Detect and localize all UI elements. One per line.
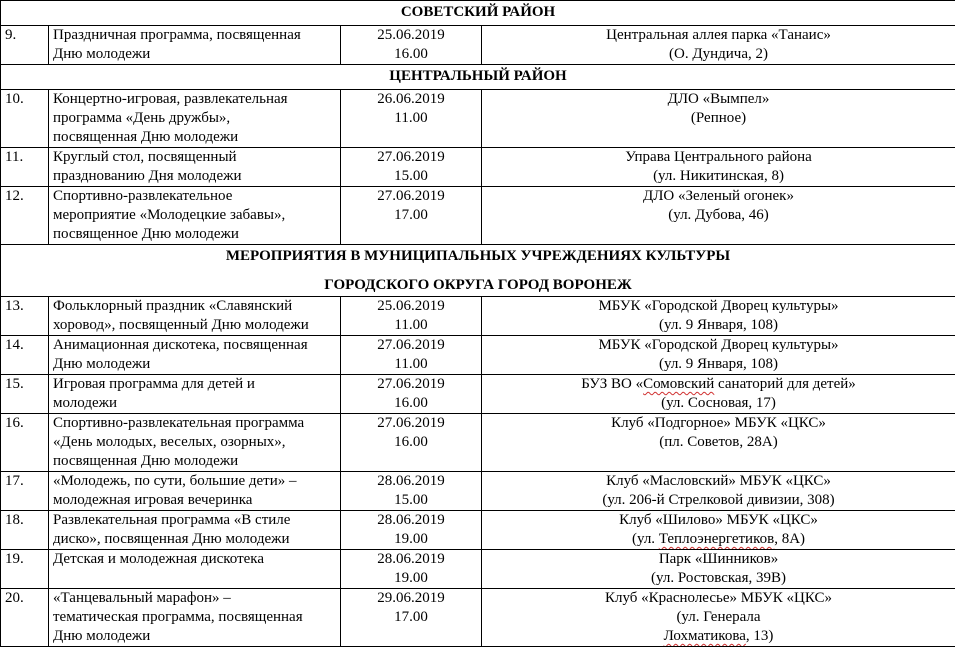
event-name: «Молодежь, по сути, большие дети» – молодежная игровая вечеринка xyxy=(49,472,341,511)
event-place: Центральная аллея парка «Танаис» (О. Дундича, 2) xyxy=(482,26,955,65)
event-place: Управа Центрального района (ул. Никитинская, 8) xyxy=(482,148,955,187)
row-number: 15. xyxy=(1,375,49,414)
event-name: Анимационная дискотека, посвященная Дню молодежи xyxy=(49,336,341,375)
event-name: Фольклорный праздник «Славянский хоровод», посвященный Дню молодежи xyxy=(49,297,341,336)
spellcheck-word: Сомовский xyxy=(643,376,714,392)
event-name: Игровая программа для детей и молодежи xyxy=(49,375,341,414)
event-name: Праздничная программа, посвященная Дню молодежи xyxy=(49,26,341,65)
event-place: Клуб «Подгорное» МБУК «ЦКС» (пл. Советов, 28А) xyxy=(482,414,955,472)
event-datetime: 29.06.2019 17.00 xyxy=(341,589,482,647)
table-row xyxy=(1,187,955,245)
table-row xyxy=(1,550,955,589)
event-datetime: 27.06.2019 16.00 xyxy=(341,414,482,472)
spellcheck-word: Теплоэнергетиков xyxy=(659,531,774,547)
section-title-municipal xyxy=(1,245,955,297)
event-place: Клуб «Краснолесье» МБУК «ЦКС» (ул. Генерала Лохматикова, 13) xyxy=(482,589,955,647)
table-row xyxy=(1,336,955,375)
table-row xyxy=(1,589,955,647)
table-row xyxy=(1,90,955,148)
row-number: 10. xyxy=(1,90,49,148)
event-datetime: 27.06.2019 16.00 xyxy=(341,375,482,414)
event-place: ДЛО «Зеленый огонек» (ул. Дубова, 46) xyxy=(482,187,955,245)
event-place: МБУК «Городской Дворец культуры» (ул. 9 Января, 108) xyxy=(482,336,955,375)
event-datetime: 28.06.2019 19.00 xyxy=(341,511,482,550)
event-name: Спортивно-развлекательное мероприятие «Молодецкие забавы», посвященное Дню молодежи xyxy=(49,187,341,245)
section-title-line: МЕРОПРИЯТИЯ В МУНИЦИПАЛЬНЫХ УЧРЕЖДЕНИЯХ КУЛЬТУРЫ xyxy=(5,245,951,267)
section-row xyxy=(1,245,955,297)
table-row xyxy=(1,375,955,414)
row-number: 16. xyxy=(1,414,49,472)
event-datetime: 28.06.2019 19.00 xyxy=(341,550,482,589)
event-place: Клуб «Шилово» МБУК «ЦКС» (ул. Теплоэнергетиков, 8А) xyxy=(482,511,955,550)
table-row xyxy=(1,26,955,65)
section-title-line: ГОРОДСКОГО ОКРУГА ГОРОД ВОРОНЕЖ xyxy=(5,274,951,296)
section-title-tsentralny: ЦЕНТРАЛЬНЫЙ РАЙОН xyxy=(1,65,955,90)
event-name: Круглый стол, посвященный празднованию Дня молодежи xyxy=(49,148,341,187)
spellcheck-word: Лохматикова xyxy=(664,628,746,644)
row-number: 12. xyxy=(1,187,49,245)
event-datetime: 26.06.2019 11.00 xyxy=(341,90,482,148)
row-number: 14. xyxy=(1,336,49,375)
row-number: 19. xyxy=(1,550,49,589)
event-place: ДЛО «Вымпел» (Репное) xyxy=(482,90,955,148)
event-name: Спортивно-развлекательная программа «День молодых, веселых, озорных», посвященная Дню молодежи xyxy=(49,414,341,472)
table-row xyxy=(1,148,955,187)
row-number: 11. xyxy=(1,148,49,187)
event-name: Детская и молодежная дискотека xyxy=(49,550,341,589)
event-datetime: 25.06.2019 16.00 xyxy=(341,26,482,65)
section-row xyxy=(1,1,955,26)
table-row xyxy=(1,472,955,511)
event-place: Клуб «Масловский» МБУК «ЦКС» (ул. 206-й Стрелковой дивизии, 308) xyxy=(482,472,955,511)
row-number: 13. xyxy=(1,297,49,336)
event-datetime: 27.06.2019 17.00 xyxy=(341,187,482,245)
event-name: Развлекательная программа «В стиле диско», посвященная Дню молодежи xyxy=(49,511,341,550)
event-name: Концертно-игровая, развлекательная программа «День дружбы», посвященная Дню молодежи xyxy=(49,90,341,148)
event-datetime: 25.06.2019 11.00 xyxy=(341,297,482,336)
event-place: Парк «Шинников» (ул. Ростовская, 39В) xyxy=(482,550,955,589)
section-title-sovetsky: СОВЕТСКИЙ РАЙОН xyxy=(1,1,955,26)
event-name: «Танцевальный марафон» – тематическая программа, посвященная Дню молодежи xyxy=(49,589,341,647)
table-row xyxy=(1,511,955,550)
event-datetime: 27.06.2019 11.00 xyxy=(341,336,482,375)
event-datetime: 28.06.2019 15.00 xyxy=(341,472,482,511)
event-datetime: 27.06.2019 15.00 xyxy=(341,148,482,187)
section-row xyxy=(1,65,955,90)
row-number: 18. xyxy=(1,511,49,550)
row-number: 20. xyxy=(1,589,49,647)
event-place: БУЗ ВО «Сомовский санаторий для детей» (ул. Сосновая, 17) xyxy=(482,375,955,414)
event-place: МБУК «Городской Дворец культуры» (ул. 9 Января, 108) xyxy=(482,297,955,336)
table-row xyxy=(1,297,955,336)
row-number: 9. xyxy=(1,26,49,65)
row-number: 17. xyxy=(1,472,49,511)
table-row xyxy=(1,414,955,472)
